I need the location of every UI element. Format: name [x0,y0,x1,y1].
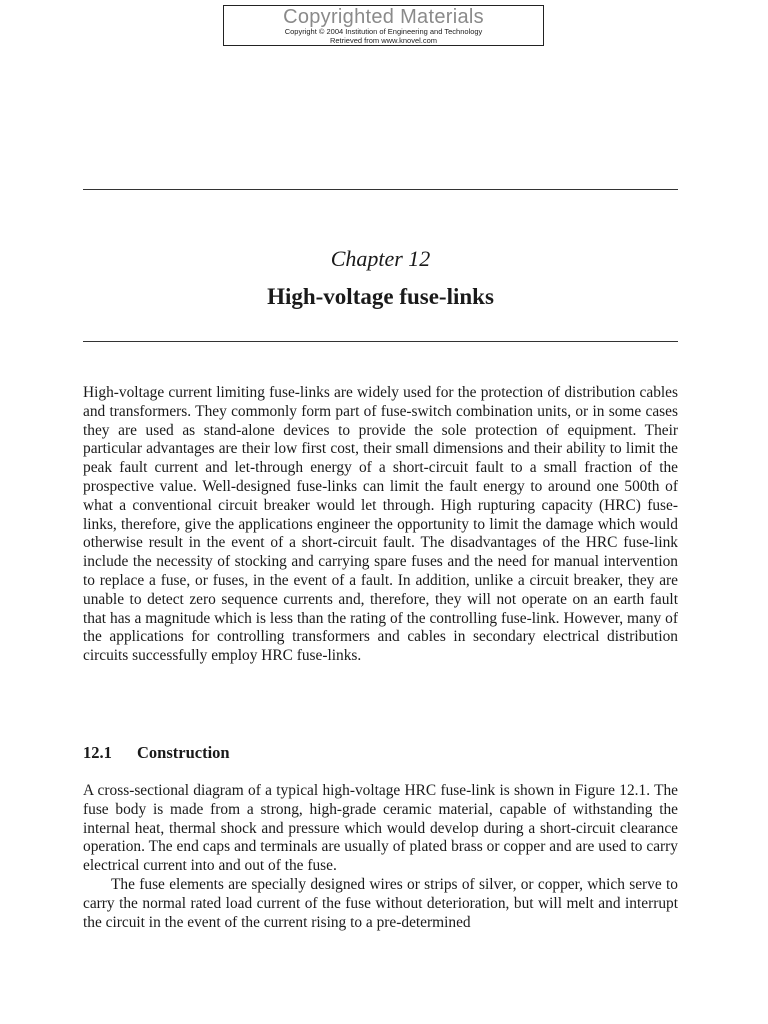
watermark-title: Copyrighted Materials [283,6,484,28]
chapter-label: Chapter 12 [330,246,431,271]
top-divider [83,189,678,190]
section-body [83,782,678,932]
watermark-copyright-line: Copyright © 2004 Institution of Engineering and Technology [284,27,483,36]
section-heading [83,743,678,763]
section-paragraph-2: The fuse elements are specially designed wires or strips of silver, or copper, which serve to carry the normal rated load current of the fuse without deterioration, but will melt and interrupt the circuit in the event of the current rising to a pre-determined [83,875,678,931]
intro-paragraph: High-voltage current limiting fuse-links are widely used for the protection of distribution cables and transformers. They commonly form part of fuse-switch combination units, or in some cases they are used as stand-alone devices to provide the sole protection of equipment. Their particular advantages are their low first cost, their small dimensions and their ability to limit the peak fault current and let-through energy of a short-circuit fault to a small fraction of the prospective value. Well-designed fuse-links can limit the fault energy to around one 500th of what a conventional circuit breaker would let through. High rupturing capacity (HRC) fuse-links, therefore, give the applications engineer the opportunity to limit the damage which would otherwise result in the event of a short-circuit fault. The disadvantages of the HRC fuse-link include the necessity of stocking and carrying spare fuses and the need for manual intervention to replace a fuse, or fuses, in the event of a fault. In addition, unlike a circuit breaker, they are unable to detect zero sequence currents and, therefore, they will not operate on an earth fault that has a magnitude which is less than the rating of the controlling fuse-link. However, many of the applications for controlling transformers and cables in secondary electrical distribution circuits successfully employ HRC fuse-links. [83,384,678,665]
copyright-watermark [223,5,544,46]
section-number: 12.1 [83,743,112,762]
section-paragraph-1: A cross-sectional diagram of a typical high-voltage HRC fuse-link is shown in Figure 12.1. The fuse body is made from a strong, high-grade ceramic material, capable of withstanding the internal heat, thermal shock and pressure which would develop during a short-circuit clearance operation. The end caps and terminals are usually of plated brass or copper and are used to carry electrical current into and out of the fuse. [83,782,678,875]
bottom-divider [83,341,678,342]
chapter-title: High-voltage fuse-links [267,284,494,309]
section-title: Construction [137,743,230,762]
watermark-source-line: Retrieved from www.knovel.com [329,36,438,45]
